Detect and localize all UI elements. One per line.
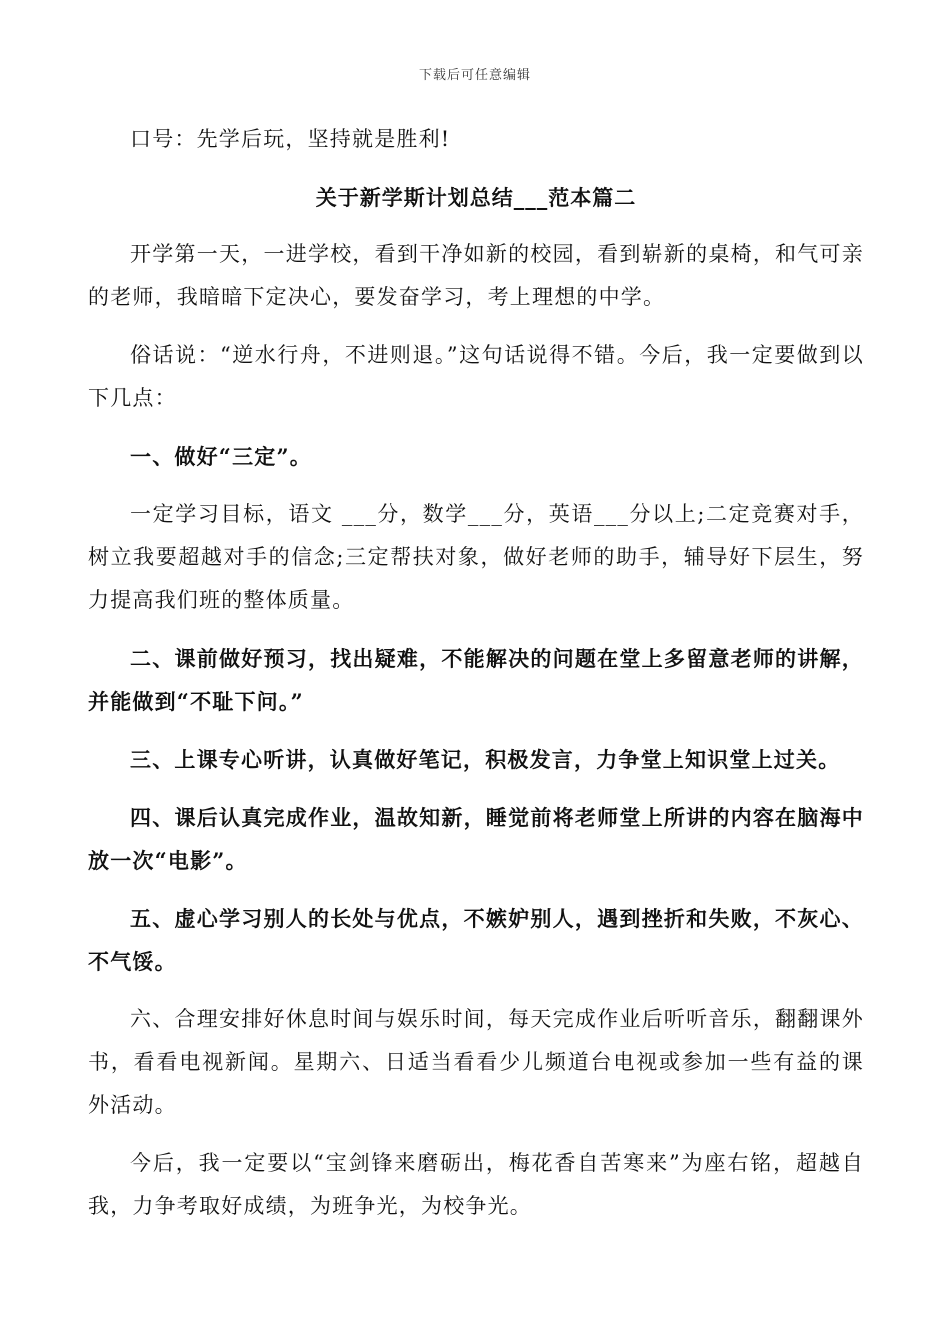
paragraph-2: 俗话说：“逆水行舟，不进则退。”这句话说得不错。今后，我一定要做到以下几点： bbox=[88, 343, 864, 410]
document-body bbox=[88, 118, 864, 1243]
point-1-heading: 一、做好“三定”。 bbox=[130, 444, 312, 469]
section-title: 关于新学斯计划总结___范本篇二 bbox=[315, 185, 637, 210]
paragraph-1: 开学第一天，一进学校，看到干净如新的校园，看到崭新的桌椅，和气可亲的老师，我暗暗下定决心，要发奋学习，考上理想的中学。 bbox=[88, 242, 864, 309]
paragraph-3: 一定学习目标，语文 ___分，数学___分，英语___分以上;二定竞赛对手，树立我要超越对手的信念;三定帮扶对象，做好老师的助手，辅导好下层生，努力提高我们班的整体质量。 bbox=[88, 502, 864, 612]
header-note: 下载后可任意编辑 bbox=[418, 68, 531, 83]
point-3: 三、上课专心听讲，认真做好笔记，积极发言，力争堂上知识堂上过关。 bbox=[130, 747, 841, 772]
point-2: 二、课前做好预习，找出疑难，不能解决的问题在堂上多留意老师的讲解，并能做到“不耻下问。” bbox=[88, 646, 864, 714]
point-4: 四、课后认真完成作业，温故知新，睡觉前将老师堂上所讲的内容在脑海中放一次“电影”。 bbox=[88, 805, 864, 873]
slogan: 口号：先学后玩，坚持就是胜利! bbox=[130, 127, 451, 151]
point-6: 六、合理安排好休息时间与娱乐时间，每天完成作业后听听音乐，翻翻课外书，看看电视新闻。星期六、日适当看看少儿频道台电视或参加一些有益的课外活动。 bbox=[88, 1007, 864, 1117]
closing-paragraph: 今后，我一定要以“宝剑锋来磨砺出，梅花香自苦寒来”为座右铭，超越自我，力争考取好成绩，为班争光，为校争光。 bbox=[88, 1151, 864, 1218]
point-5: 五、虚心学习别人的长处与优点，不嫉妒别人，遇到挫折和失败，不灰心、不气馁。 bbox=[88, 906, 864, 974]
